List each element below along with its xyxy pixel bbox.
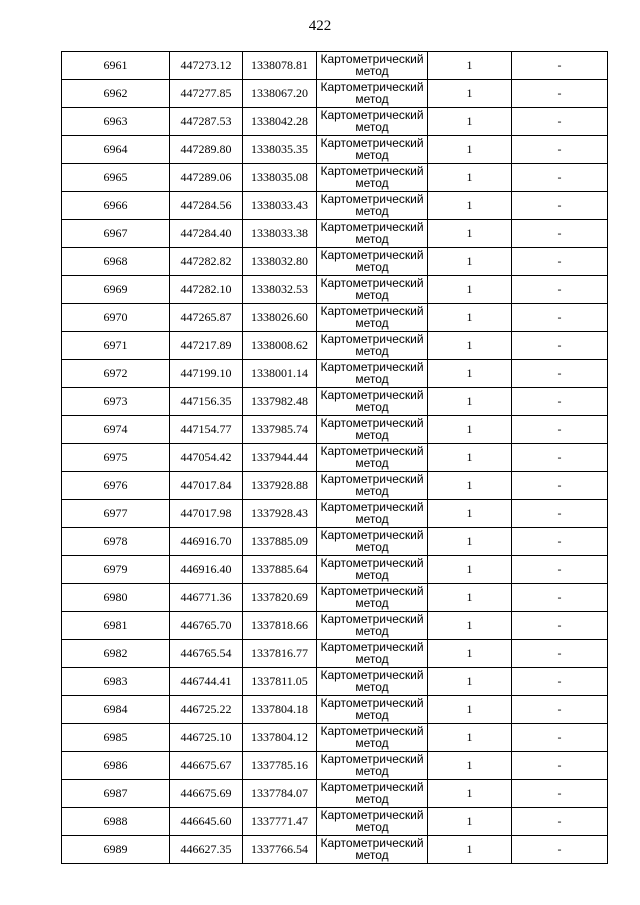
table-row [62, 52, 608, 80]
note-cell: - [512, 304, 608, 332]
method-line-2: метод [355, 568, 389, 582]
method-line-2: метод [355, 484, 389, 498]
y-coordinate-cell: 1338035.08 [243, 164, 317, 192]
method-line-2: метод [355, 764, 389, 778]
note-cell: - [512, 52, 608, 80]
x-coordinate-cell: 446645.60 [170, 808, 243, 836]
table-row [62, 220, 608, 248]
method-line-2: метод [355, 792, 389, 806]
method-line-1: Картометрический [320, 248, 424, 262]
y-coordinate-cell: 1337928.88 [243, 472, 317, 500]
point-number-cell: 6961 [62, 52, 170, 80]
y-coordinate-cell: 1337816.77 [243, 640, 317, 668]
accuracy-cell: 1 [428, 752, 512, 780]
table-row [62, 528, 608, 556]
point-number-cell: 6972 [62, 360, 170, 388]
note-cell: - [512, 136, 608, 164]
y-coordinate-cell: 1337820.69 [243, 584, 317, 612]
table-row [62, 836, 608, 864]
y-coordinate-cell: 1337804.18 [243, 696, 317, 724]
y-coordinate-cell: 1337818.66 [243, 612, 317, 640]
point-number-cell: 6989 [62, 836, 170, 864]
method-line-2: метод [355, 64, 389, 78]
accuracy-cell: 1 [428, 612, 512, 640]
x-coordinate-cell: 447284.40 [170, 220, 243, 248]
method-line-1: Картометрический [320, 360, 424, 374]
x-coordinate-cell: 447017.98 [170, 500, 243, 528]
method-line-2: метод [355, 232, 389, 246]
table-row [62, 388, 608, 416]
method-line-2: метод [355, 92, 389, 106]
table-row [62, 416, 608, 444]
method-line-1: Картометрический [320, 332, 424, 346]
x-coordinate-cell: 447054.42 [170, 444, 243, 472]
accuracy-cell: 1 [428, 80, 512, 108]
note-cell: - [512, 276, 608, 304]
point-number-cell: 6968 [62, 248, 170, 276]
method-cell [317, 192, 428, 220]
method-line-2: метод [355, 680, 389, 694]
method-line-1: Картометрический [320, 612, 424, 626]
point-number-cell: 6974 [62, 416, 170, 444]
coordinates-table [61, 51, 608, 864]
y-coordinate-cell: 1338035.35 [243, 136, 317, 164]
x-coordinate-cell: 446725.10 [170, 724, 243, 752]
y-coordinate-cell: 1338001.14 [243, 360, 317, 388]
method-line-1: Картометрический [320, 528, 424, 542]
method-cell [317, 164, 428, 192]
table-row [62, 640, 608, 668]
method-line-1: Картометрический [320, 696, 424, 710]
accuracy-cell: 1 [428, 388, 512, 416]
method-line-2: метод [355, 120, 389, 134]
accuracy-cell: 1 [428, 164, 512, 192]
note-cell: - [512, 528, 608, 556]
table-row [62, 556, 608, 584]
method-cell [317, 416, 428, 444]
method-line-1: Картометрический [320, 164, 424, 178]
accuracy-cell: 1 [428, 640, 512, 668]
table-row [62, 248, 608, 276]
accuracy-cell: 1 [428, 668, 512, 696]
table-row [62, 304, 608, 332]
y-coordinate-cell: 1338032.80 [243, 248, 317, 276]
x-coordinate-cell: 447282.82 [170, 248, 243, 276]
y-coordinate-cell: 1338067.20 [243, 80, 317, 108]
method-line-2: метод [355, 736, 389, 750]
accuracy-cell: 1 [428, 220, 512, 248]
accuracy-cell: 1 [428, 696, 512, 724]
method-line-2: метод [355, 372, 389, 386]
point-number-cell: 6985 [62, 724, 170, 752]
accuracy-cell: 1 [428, 556, 512, 584]
note-cell: - [512, 724, 608, 752]
y-coordinate-cell: 1338078.81 [243, 52, 317, 80]
point-number-cell: 6983 [62, 668, 170, 696]
table-row [62, 612, 608, 640]
method-line-2: метод [355, 316, 389, 330]
method-line-2: метод [355, 624, 389, 638]
method-line-1: Картометрический [320, 388, 424, 402]
table-row [62, 80, 608, 108]
point-number-cell: 6981 [62, 612, 170, 640]
x-coordinate-cell: 447265.87 [170, 304, 243, 332]
method-cell [317, 500, 428, 528]
accuracy-cell: 1 [428, 332, 512, 360]
method-cell [317, 108, 428, 136]
note-cell: - [512, 612, 608, 640]
method-cell [317, 136, 428, 164]
point-number-cell: 6973 [62, 388, 170, 416]
note-cell: - [512, 556, 608, 584]
table-row [62, 192, 608, 220]
y-coordinate-cell: 1338026.60 [243, 304, 317, 332]
method-line-2: метод [355, 428, 389, 442]
accuracy-cell: 1 [428, 416, 512, 444]
method-cell [317, 332, 428, 360]
method-cell [317, 248, 428, 276]
method-line-2: метод [355, 848, 389, 862]
y-coordinate-cell: 1338033.43 [243, 192, 317, 220]
accuracy-cell: 1 [428, 724, 512, 752]
method-cell [317, 52, 428, 80]
point-number-cell: 6966 [62, 192, 170, 220]
accuracy-cell: 1 [428, 248, 512, 276]
method-line-1: Картометрический [320, 416, 424, 430]
method-line-1: Картометрический [320, 640, 424, 654]
note-cell: - [512, 192, 608, 220]
method-line-1: Картометрический [320, 724, 424, 738]
method-cell [317, 836, 428, 864]
method-line-2: метод [355, 540, 389, 554]
point-number-cell: 6964 [62, 136, 170, 164]
note-cell: - [512, 164, 608, 192]
table-row [62, 500, 608, 528]
note-cell: - [512, 80, 608, 108]
note-cell: - [512, 108, 608, 136]
note-cell: - [512, 444, 608, 472]
table-row [62, 276, 608, 304]
accuracy-cell: 1 [428, 528, 512, 556]
point-number-cell: 6976 [62, 472, 170, 500]
point-number-cell: 6969 [62, 276, 170, 304]
note-cell: - [512, 640, 608, 668]
y-coordinate-cell: 1337784.07 [243, 780, 317, 808]
accuracy-cell: 1 [428, 836, 512, 864]
table-row [62, 332, 608, 360]
method-line-2: метод [355, 652, 389, 666]
method-cell [317, 612, 428, 640]
point-number-cell: 6984 [62, 696, 170, 724]
x-coordinate-cell: 446916.40 [170, 556, 243, 584]
point-number-cell: 6980 [62, 584, 170, 612]
page-number: 422 [308, 18, 332, 34]
accuracy-cell: 1 [428, 584, 512, 612]
accuracy-cell: 1 [428, 108, 512, 136]
note-cell: - [512, 332, 608, 360]
x-coordinate-cell: 447289.80 [170, 136, 243, 164]
point-number-cell: 6977 [62, 500, 170, 528]
note-cell: - [512, 808, 608, 836]
point-number-cell: 6970 [62, 304, 170, 332]
x-coordinate-cell: 446765.54 [170, 640, 243, 668]
table-row [62, 108, 608, 136]
method-cell [317, 304, 428, 332]
method-cell [317, 80, 428, 108]
method-line-2: метод [355, 512, 389, 526]
method-line-2: метод [355, 176, 389, 190]
y-coordinate-cell: 1337944.44 [243, 444, 317, 472]
method-line-1: Картометрический [320, 444, 424, 458]
method-line-2: метод [355, 148, 389, 162]
note-cell: - [512, 220, 608, 248]
x-coordinate-cell: 446675.69 [170, 780, 243, 808]
point-number-cell: 6979 [62, 556, 170, 584]
y-coordinate-cell: 1337771.47 [243, 808, 317, 836]
point-number-cell: 6988 [62, 808, 170, 836]
method-cell [317, 220, 428, 248]
method-line-2: метод [355, 204, 389, 218]
method-line-2: метод [355, 288, 389, 302]
y-coordinate-cell: 1338042.28 [243, 108, 317, 136]
y-coordinate-cell: 1338033.38 [243, 220, 317, 248]
table-row [62, 696, 608, 724]
method-cell [317, 696, 428, 724]
point-number-cell: 6971 [62, 332, 170, 360]
point-number-cell: 6986 [62, 752, 170, 780]
accuracy-cell: 1 [428, 472, 512, 500]
accuracy-cell: 1 [428, 808, 512, 836]
table-row [62, 584, 608, 612]
method-cell [317, 360, 428, 388]
method-line-1: Картометрический [320, 52, 424, 66]
x-coordinate-cell: 447017.84 [170, 472, 243, 500]
note-cell: - [512, 388, 608, 416]
y-coordinate-cell: 1338008.62 [243, 332, 317, 360]
point-number-cell: 6978 [62, 528, 170, 556]
table-row [62, 724, 608, 752]
x-coordinate-cell: 447287.53 [170, 108, 243, 136]
method-line-2: метод [355, 344, 389, 358]
method-line-1: Картометрический [320, 584, 424, 598]
y-coordinate-cell: 1337766.54 [243, 836, 317, 864]
method-line-1: Картометрический [320, 836, 424, 850]
x-coordinate-cell: 446627.35 [170, 836, 243, 864]
x-coordinate-cell: 447282.10 [170, 276, 243, 304]
method-line-1: Картометрический [320, 276, 424, 290]
table-row [62, 472, 608, 500]
method-line-2: метод [355, 260, 389, 274]
x-coordinate-cell: 446765.70 [170, 612, 243, 640]
y-coordinate-cell: 1337928.43 [243, 500, 317, 528]
x-coordinate-cell: 446725.22 [170, 696, 243, 724]
method-line-1: Картометрический [320, 80, 424, 94]
accuracy-cell: 1 [428, 444, 512, 472]
x-coordinate-cell: 447277.85 [170, 80, 243, 108]
accuracy-cell: 1 [428, 136, 512, 164]
accuracy-cell: 1 [428, 52, 512, 80]
accuracy-cell: 1 [428, 500, 512, 528]
accuracy-cell: 1 [428, 304, 512, 332]
y-coordinate-cell: 1337804.12 [243, 724, 317, 752]
note-cell: - [512, 696, 608, 724]
method-cell [317, 584, 428, 612]
method-cell [317, 808, 428, 836]
method-cell [317, 276, 428, 304]
method-line-2: метод [355, 400, 389, 414]
x-coordinate-cell: 446916.70 [170, 528, 243, 556]
table-row [62, 780, 608, 808]
y-coordinate-cell: 1337985.74 [243, 416, 317, 444]
method-line-1: Картометрический [320, 500, 424, 514]
table-row [62, 444, 608, 472]
accuracy-cell: 1 [428, 780, 512, 808]
method-line-1: Картометрический [320, 108, 424, 122]
accuracy-cell: 1 [428, 360, 512, 388]
x-coordinate-cell: 447154.77 [170, 416, 243, 444]
method-cell [317, 556, 428, 584]
y-coordinate-cell: 1337885.64 [243, 556, 317, 584]
point-number-cell: 6975 [62, 444, 170, 472]
note-cell: - [512, 752, 608, 780]
note-cell: - [512, 360, 608, 388]
method-line-1: Картометрический [320, 304, 424, 318]
table-row [62, 164, 608, 192]
method-line-1: Картометрический [320, 808, 424, 822]
method-line-1: Картометрический [320, 556, 424, 570]
note-cell: - [512, 248, 608, 276]
y-coordinate-cell: 1337885.09 [243, 528, 317, 556]
accuracy-cell: 1 [428, 276, 512, 304]
method-cell [317, 388, 428, 416]
method-line-2: метод [355, 456, 389, 470]
method-line-1: Картометрический [320, 780, 424, 794]
note-cell: - [512, 836, 608, 864]
y-coordinate-cell: 1337982.48 [243, 388, 317, 416]
x-coordinate-cell: 446744.41 [170, 668, 243, 696]
point-number-cell: 6965 [62, 164, 170, 192]
note-cell: - [512, 416, 608, 444]
x-coordinate-cell: 447199.10 [170, 360, 243, 388]
point-number-cell: 6967 [62, 220, 170, 248]
method-line-1: Картометрический [320, 220, 424, 234]
table-row [62, 360, 608, 388]
x-coordinate-cell: 447156.35 [170, 388, 243, 416]
table-row [62, 136, 608, 164]
method-cell [317, 640, 428, 668]
method-cell [317, 752, 428, 780]
method-cell [317, 724, 428, 752]
y-coordinate-cell: 1337785.16 [243, 752, 317, 780]
note-cell: - [512, 584, 608, 612]
method-cell [317, 668, 428, 696]
method-line-1: Картометрический [320, 668, 424, 682]
method-cell [317, 528, 428, 556]
coordinates-table-body [62, 52, 608, 864]
x-coordinate-cell: 447217.89 [170, 332, 243, 360]
point-number-cell: 6962 [62, 80, 170, 108]
point-number-cell: 6982 [62, 640, 170, 668]
method-line-1: Картометрический [320, 136, 424, 150]
table-row [62, 808, 608, 836]
x-coordinate-cell: 447273.12 [170, 52, 243, 80]
note-cell: - [512, 472, 608, 500]
x-coordinate-cell: 447289.06 [170, 164, 243, 192]
note-cell: - [512, 668, 608, 696]
method-line-2: метод [355, 708, 389, 722]
y-coordinate-cell: 1338032.53 [243, 276, 317, 304]
method-line-1: Картометрический [320, 192, 424, 206]
table-row [62, 752, 608, 780]
method-cell [317, 780, 428, 808]
method-line-2: метод [355, 596, 389, 610]
accuracy-cell: 1 [428, 192, 512, 220]
x-coordinate-cell: 446675.67 [170, 752, 243, 780]
y-coordinate-cell: 1337811.05 [243, 668, 317, 696]
method-line-2: метод [355, 820, 389, 834]
method-line-1: Картометрический [320, 752, 424, 766]
method-line-1: Картометрический [320, 472, 424, 486]
point-number-cell: 6963 [62, 108, 170, 136]
note-cell: - [512, 780, 608, 808]
table-row [62, 668, 608, 696]
method-cell [317, 472, 428, 500]
note-cell: - [512, 500, 608, 528]
x-coordinate-cell: 446771.36 [170, 584, 243, 612]
point-number-cell: 6987 [62, 780, 170, 808]
method-cell [317, 444, 428, 472]
x-coordinate-cell: 447284.56 [170, 192, 243, 220]
